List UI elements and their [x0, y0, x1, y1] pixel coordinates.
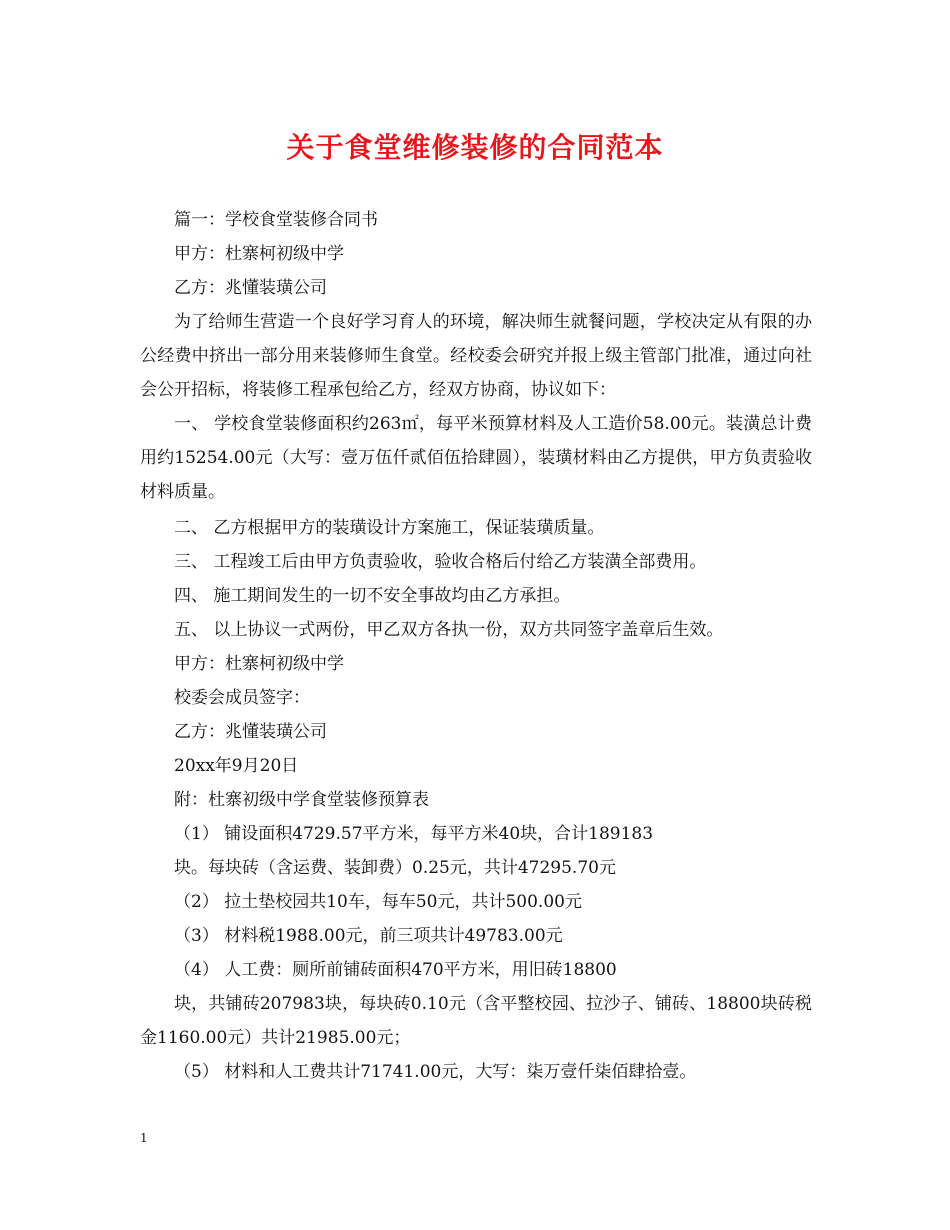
- budget-item-2: （2） 拉土垫校园共10车，每车50元，共计500.00元: [174, 892, 582, 912]
- party-b-line: 乙方：兆懂装璜公司: [174, 278, 327, 298]
- document-title: 关于食堂维修装修的合同范本: [286, 131, 664, 164]
- party-a-line: 甲方：杜寨柯初级中学: [174, 244, 344, 264]
- appendix-title: 附：杜寨初级中学食堂装修预算表: [174, 790, 429, 810]
- budget-item-1: （1） 铺设面积4729.57平方米，每平方米40块，合计189183: [174, 824, 654, 844]
- signature-party-b: 乙方：兆懂装璜公司: [174, 722, 327, 742]
- clause-5: 五、 以上协议一式两份，甲乙双方各执一份，双方共同签字盖章后生效。: [174, 620, 724, 640]
- budget-item-4-continued: 块，共铺砖207983块，每块砖0.10元（含平整校园、拉沙子、铺砖、18800块砖税金1160.00元）共计21985.00元；: [140, 994, 812, 1048]
- signature-committee: 校委会成员签字：: [174, 688, 310, 708]
- intro-paragraph: 为了给师生营造一个良好学习育人的环境，解决师生就餐问题，学校决定从有限的办公经费中挤出一部分用来装修师生食堂。经校委会研究并报上级主管部门批准，通过向社会公开招标，将装修工程承包给乙方，经双方协商，协议如下：: [140, 312, 812, 400]
- clause-4: 四、 施工期间发生的一切不安全事故均由乙方承担。: [174, 586, 571, 606]
- budget-item-5: （5） 材料和人工费共计71741.00元，大写：柒万壹仟柒佰肆拾壹。: [174, 1062, 697, 1082]
- signature-party-a: 甲方：杜寨柯初级中学: [174, 654, 344, 674]
- clause-3: 三、 工程竣工后由甲方负责验收，验收合格后付给乙方装潢全部费用。: [174, 552, 707, 572]
- budget-item-1-continued: 块。每块砖（含运费、装卸费）0.25元，共计47295.70元: [174, 858, 616, 878]
- budget-item-3: （3） 材料税1988.00元，前三项共计49783.00元: [174, 926, 563, 946]
- clause-2: 二、 乙方根据甲方的装璜设计方案施工，保证装璜质量。: [174, 518, 605, 538]
- document-body: [140, 203, 812, 1089]
- signature-date: 20xx年9月20日: [174, 756, 299, 776]
- budget-item-4: （4） 人工费：厕所前铺砖面积470平方米，用旧砖18800: [174, 960, 617, 980]
- page-number: 1: [140, 1131, 148, 1145]
- section-heading: 篇一：学校食堂装修合同书: [174, 210, 378, 230]
- clause-1: 一、 学校食堂装修面积约263㎡，每平米预算材料及人工造价58.00元。装潢总计费用约15254.00元（大写：壹万伍仟贰佰伍拾肆圆），装璜材料由乙方提供，甲方负责验收材料质量。: [140, 414, 812, 502]
